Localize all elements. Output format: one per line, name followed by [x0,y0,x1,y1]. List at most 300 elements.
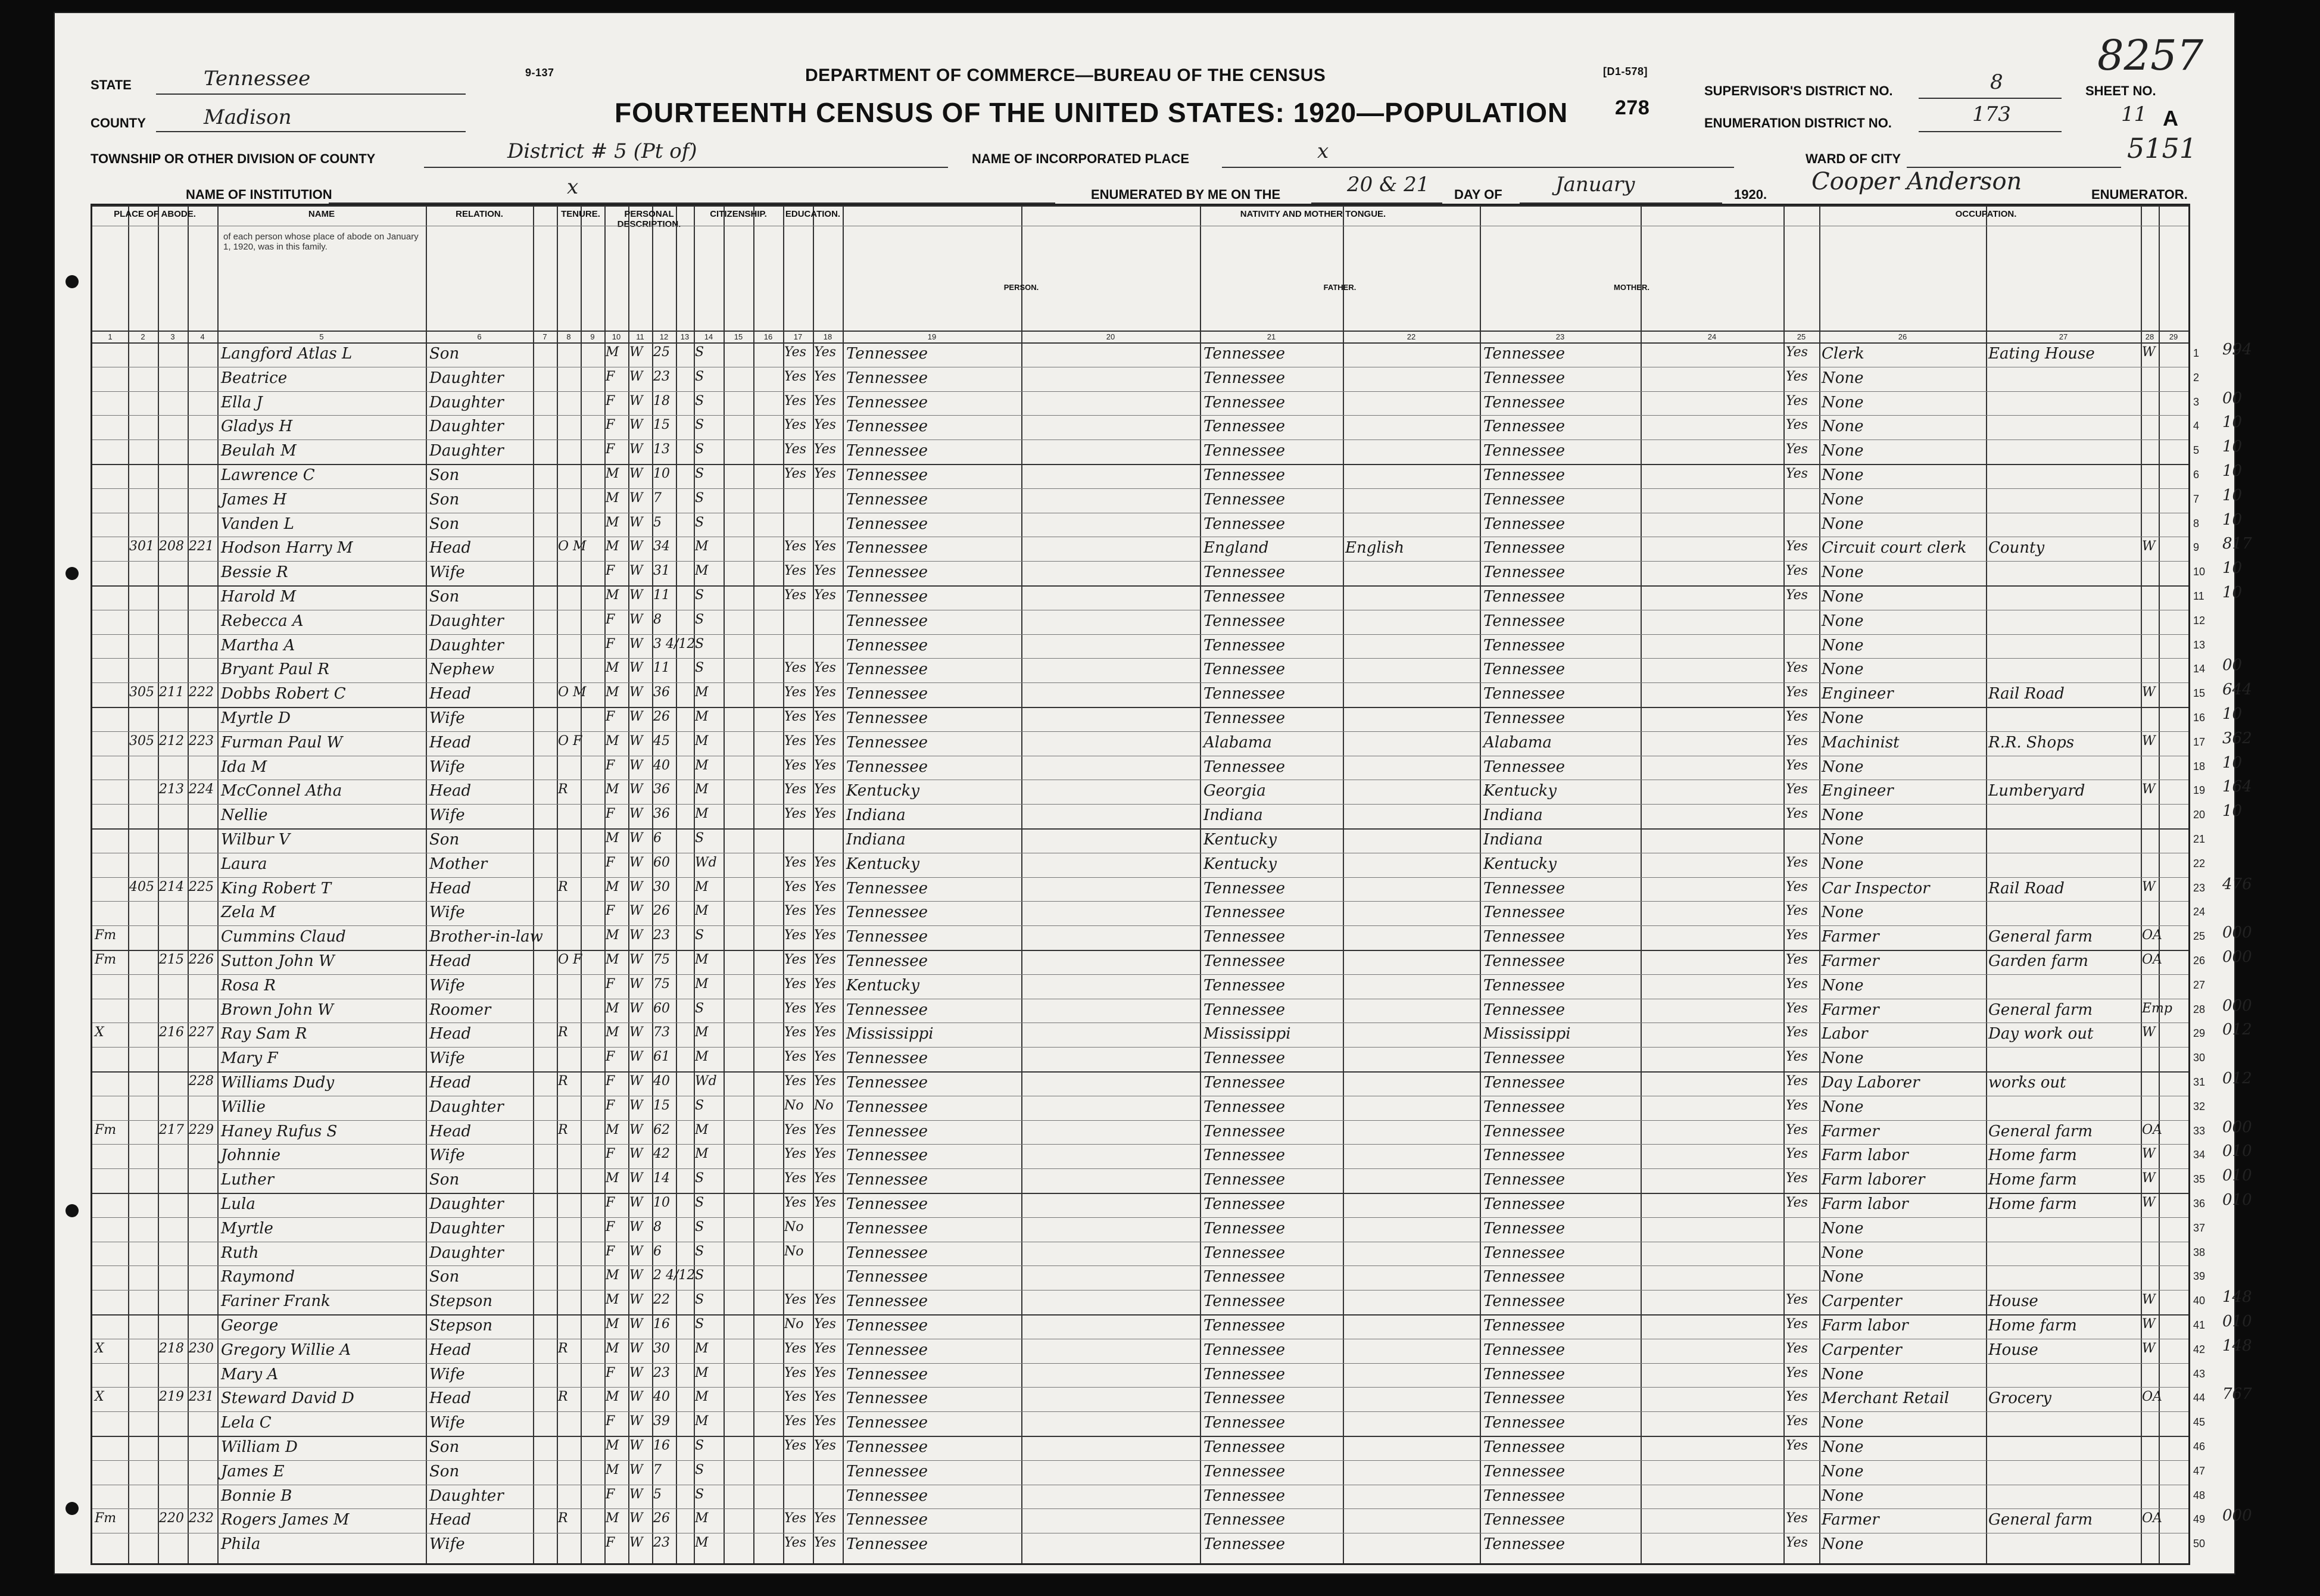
cell-occupation: None [1822,1414,1864,1432]
cell-sex: F [606,636,615,652]
cell-birthplace: Tennessee [846,490,928,509]
cell-occupation: None [1822,588,1864,606]
cell-marital: Wd [695,1074,717,1089]
cell-mother-birth: Tennessee [1483,1195,1566,1213]
cell-relation: Daughter [429,1219,504,1237]
cell-marital: S [695,1219,704,1235]
cell-family: 221 [189,539,214,554]
cell-age: 5 [653,1486,662,1502]
cell-english: Yes [1786,539,1808,554]
cell-industry: General farm [1988,1511,2093,1529]
cell-english: Yes [1786,709,1808,724]
cell-read: Yes [784,539,806,554]
cell-race: W [629,539,643,554]
cell-class: W [2142,539,2156,554]
cell-occupation: None [1822,515,1864,533]
cell-occupation: Farm labor [1822,1317,1909,1335]
cell-dwelling: 214 [159,879,184,894]
cell-marital: M [695,1146,709,1162]
cell-tenure: R [558,1341,568,1356]
cell-sex: M [606,1341,619,1356]
cell-mother-birth: Tennessee [1483,758,1566,776]
line-number: 28 [2193,1003,2206,1015]
cell-marital: S [695,636,704,652]
cell-relation: Son [429,1462,460,1480]
cell-marital: S [695,1462,704,1477]
cell-name: Furman Paul W [221,733,343,752]
cell-marital: M [695,563,709,579]
cell-father-birth: Tennessee [1203,709,1286,727]
enumerated-days: 20 & 21 [1347,173,1430,197]
cell-sex: M [606,588,619,603]
line-number: 4 [2193,420,2200,432]
cell-mother-birth: Tennessee [1483,903,1566,922]
cell-mother-birth: Tennessee [1483,928,1566,946]
cell-occupation: None [1822,442,1864,460]
cell-tenure: R [558,782,568,797]
sheet-letter: A [2163,106,2178,130]
cell-age: 18 [653,393,670,409]
cell-name: Gregory Willie A [221,1341,351,1359]
cell-relation: Head [429,539,472,557]
cell-english: Yes [1786,1098,1808,1113]
cell-mother-birth: Kentucky [1483,855,1557,873]
cell-english: Yes [1786,1292,1808,1308]
cell-father-birth: Tennessee [1203,588,1286,606]
cell-write: Yes [814,709,836,724]
cell-age: 7 [653,490,662,506]
margin-code: 010 [2222,1142,2252,1161]
line-number: 45 [2193,1416,2206,1429]
column-number: 8 [566,332,571,341]
line-number: 27 [2193,978,2206,991]
line-number: 33 [2193,1124,2206,1137]
cell-marital: S [695,1171,704,1186]
cell-birthplace: Tennessee [846,1389,928,1408]
cell-marital: S [695,1438,704,1453]
cell-read: Yes [784,1074,806,1089]
cell-write: No [814,1098,834,1113]
cell-father-birth: Tennessee [1203,1268,1286,1286]
cell-mother-birth: Tennessee [1483,1049,1566,1068]
cell-age: 23 [653,1365,670,1380]
cell-father-birth: Tennessee [1203,442,1286,460]
margin-code: 10 [2222,584,2243,601]
cell-birthplace: Tennessee [846,1365,928,1383]
cell-relation: Son [429,490,460,509]
column-number: 26 [1898,332,1907,341]
cell-occupation: Farm laborer [1822,1171,1925,1189]
cell-birthplace: Mississippi [846,1025,934,1043]
cell-marital: M [695,1511,709,1526]
cell-mother-birth: Tennessee [1483,1243,1566,1262]
cell-mother-birth: Indiana [1483,806,1543,825]
cell-relation: Son [429,345,460,363]
cell-family: 225 [189,879,214,894]
cell-read: Yes [784,588,806,603]
cell-age: 36 [653,685,670,700]
cell-write: Yes [814,782,836,797]
cell-industry: Day work out [1988,1025,2094,1043]
cell-write: Yes [814,1025,836,1040]
group-citizenship: CITIZENSHIP. [710,209,767,219]
department-heading: DEPARTMENT OF COMMERCE—BUREAU OF THE CENSUS [805,66,1326,85]
cell-father-birth: England [1203,539,1269,557]
cell-read: Yes [784,466,806,481]
cell-marital: S [695,660,704,676]
supervisor-district-label: SUPERVISOR'S DISTRICT NO. [1704,83,1893,98]
cell-read: Yes [784,1146,806,1162]
cell-industry: Garden farm [1988,952,2088,970]
group-occupation: OCCUPATION. [1955,209,2017,219]
cell-birthplace: Tennessee [846,1195,928,1213]
cell-street: X [95,1025,104,1040]
line-number: 49 [2193,1513,2206,1526]
cell-english: Yes [1786,1122,1808,1137]
cell-occupation: None [1822,636,1864,654]
line-number: 6 [2193,469,2200,481]
line-number: 24 [2193,906,2206,918]
margin-code: 000 [2222,996,2252,1015]
cell-name: Ray Sam R [221,1025,307,1043]
cell-birthplace: Tennessee [846,1171,928,1189]
cell-relation: Head [429,685,472,703]
cell-race: W [629,490,643,506]
cell-sex: M [606,928,619,943]
cell-father-birth: Tennessee [1203,903,1286,922]
cell-race: W [629,1535,643,1551]
cell-relation: Son [429,831,460,849]
cell-tenure: O F [558,733,582,749]
margin-code: 012 [2222,1070,2252,1087]
line-number: 26 [2193,955,2206,967]
cell-read: Yes [784,563,806,579]
form-number: 9-137 [525,67,554,79]
cell-read: Yes [784,1389,806,1405]
enumeration-district-value: 173 [1972,102,2011,126]
cell-mother-birth: Tennessee [1483,1389,1566,1408]
cell-read: Yes [784,345,806,360]
cell-street: Fm [95,952,117,967]
cell-read: Yes [784,1511,806,1526]
cell-father-birth: Tennessee [1203,393,1286,412]
month-value: January [1555,173,1635,197]
cell-english: Yes [1786,1389,1808,1405]
cell-mother-birth: Tennessee [1483,1219,1566,1237]
cell-industry: County [1988,539,2045,557]
cell-industry: Grocery [1988,1389,2051,1408]
cell-age: 62 [653,1122,670,1137]
line-number: 12 [2193,614,2206,626]
cell-class: OA [2142,1511,2162,1526]
cell-mother-birth: Tennessee [1483,345,1566,363]
cell-relation: Nephew [429,660,495,679]
margin-code: 000 [2222,1507,2252,1525]
line-number: 47 [2193,1464,2206,1477]
cell-name: Luther [221,1171,275,1189]
line-number: 11 [2193,590,2204,602]
margin-code: 10 [2222,510,2243,529]
cell-read: Yes [784,903,806,919]
cell-industry: Home farm [1988,1171,2077,1189]
cell-birthplace: Tennessee [846,1243,928,1262]
cell-name: King Robert T [221,879,332,897]
cell-mother-birth: Tennessee [1483,1365,1566,1383]
cell-family: 228 [189,1074,214,1089]
cell-mother-birth: Tennessee [1483,1414,1566,1432]
cell-read: Yes [784,1341,806,1356]
cell-mother-birth: Tennessee [1483,369,1566,387]
cell-english: Yes [1786,417,1808,433]
township-label: TOWNSHIP OR OTHER DIVISION OF COUNTY [91,151,376,166]
cell-birthplace: Kentucky [846,782,920,800]
cell-dwelling: 218 [159,1341,184,1356]
cell-race: W [629,417,643,433]
cell-write: Yes [814,588,836,603]
cell-sex: F [606,563,615,579]
cell-name: Phila [221,1535,261,1554]
institution-value: x [567,175,579,199]
enumerated-label: ENUMERATED BY ME ON THE [1091,187,1281,202]
group-personal-description: PERSONAL DESCRIPTION. [617,209,681,229]
cell-class: W [2142,345,2156,360]
cell-name: Nellie [221,806,268,825]
cell-family: 224 [189,782,214,797]
cell-class: OA [2142,928,2162,943]
cell-birthplace: Tennessee [846,636,928,654]
cell-occupation: None [1822,417,1864,436]
column-number: 3 [170,332,175,341]
cell-occupation: None [1822,1486,1864,1505]
cell-read: Yes [784,442,806,457]
cell-father-birth: Tennessee [1203,490,1286,509]
corner-number: 8257 [2097,31,2204,80]
cell-name: McConnel Atha [221,782,342,800]
cell-father-tongue: English [1345,539,1405,557]
cell-occupation: Carpenter [1822,1292,1902,1311]
cell-birthplace: Tennessee [846,1317,928,1335]
cell-sex: F [606,1049,615,1065]
cell-dwelling: 211 [159,685,184,700]
margin-code: 10 [2222,559,2243,578]
cell-race: W [629,1389,643,1405]
cell-occupation: Day Laborer [1822,1074,1920,1092]
ward-of-city-label: WARD OF CITY [1806,151,1901,166]
cell-relation: Daughter [429,612,504,630]
cell-relation: Wife [429,1049,465,1068]
cell-mother-birth: Tennessee [1483,1462,1566,1480]
cell-sex: F [606,1243,615,1259]
cell-sex: M [606,952,619,967]
cell-birthplace: Indiana [846,831,906,849]
cell-mother-birth: Tennessee [1483,660,1566,679]
cell-relation: Brother-in-law [429,928,543,946]
line-number: 44 [2193,1392,2206,1404]
cell-sex: M [606,1000,619,1016]
cell-mother-birth: Tennessee [1483,1074,1566,1092]
cell-mother-birth: Tennessee [1483,1438,1566,1456]
cell-sex: F [606,393,615,409]
cell-english: Yes [1786,588,1808,603]
cell-birthplace: Tennessee [846,1146,928,1165]
line-number: 16 [2193,712,2206,724]
cell-age: 36 [653,782,670,797]
cell-age: 6 [653,831,662,846]
cell-occupation: None [1822,758,1864,776]
cell-relation: Wife [429,806,465,825]
line-number: 31 [2193,1076,2206,1088]
cell-sex: M [606,782,619,797]
cell-sex: M [606,685,619,700]
cell-family: 226 [189,952,214,967]
cell-class: W [2142,1146,2156,1162]
cell-name: Brown John W [221,1000,334,1019]
column-number: 27 [2059,332,2068,341]
cell-mother-birth: Tennessee [1483,952,1566,970]
column-number: 13 [680,332,690,341]
cell-birthplace: Tennessee [846,1414,928,1432]
cell-write: Yes [814,855,836,870]
cell-relation: Head [429,782,472,800]
cell-tenure: R [558,1511,568,1526]
cell-name: Laura [221,855,267,873]
cell-father-birth: Mississippi [1203,1025,1291,1043]
cell-birthplace: Tennessee [846,879,928,897]
cell-english: Yes [1786,1341,1808,1356]
line-number: 48 [2193,1489,2206,1501]
cell-race: W [629,442,643,457]
cell-read: Yes [784,952,806,967]
margin-code: 10 [2222,705,2243,723]
cell-age: 25 [653,345,670,360]
cell-read: No [784,1317,804,1332]
margin-code: 000 [2222,1118,2252,1136]
margin-code: 10 [2222,438,2243,456]
cell-father-birth: Tennessee [1203,1292,1286,1311]
cell-write: Yes [814,369,836,384]
cell-race: W [629,831,643,846]
column-number: 12 [659,332,669,341]
column-number: 29 [2169,332,2178,341]
cell-mother-birth: Tennessee [1483,563,1566,582]
cell-age: 30 [653,1341,670,1356]
subgroup-mother: MOTHER. [1614,283,1649,292]
cell-father-birth: Tennessee [1203,369,1286,387]
column-number: 21 [1267,332,1276,341]
cell-relation: Head [429,1389,472,1408]
cell-write: Yes [814,1195,836,1210]
cell-english: Yes [1786,879,1808,894]
cell-write: Yes [814,903,836,919]
cell-industry: Home farm [1988,1146,2077,1165]
cell-relation: Head [429,733,472,752]
cell-birthplace: Indiana [846,806,906,825]
cell-read: Yes [784,1535,806,1551]
cell-age: 26 [653,1511,670,1526]
cell-race: W [629,1049,643,1065]
cell-write: Yes [814,1146,836,1162]
cell-tenure: O M [558,539,587,554]
margin-code: 148 [2222,1288,2252,1307]
cell-occupation: None [1822,976,1864,995]
cell-class: W [2142,782,2156,797]
cell-industry: works out [1988,1074,2066,1092]
cell-sex: F [606,758,615,773]
cell-read: Yes [784,1292,806,1308]
line-number: 23 [2193,881,2206,894]
cell-occupation: Machinist [1822,733,1900,752]
cell-relation: Son [429,515,460,533]
cell-father-birth: Tennessee [1203,952,1286,970]
cell-name: Myrtle [221,1219,273,1237]
cell-sex: F [606,709,615,724]
cell-marital: M [695,1049,709,1065]
cell-sex: M [606,660,619,676]
cell-father-birth: Tennessee [1203,1171,1286,1189]
day-of-label: DAY OF [1454,187,1502,202]
cell-class: W [2142,1341,2156,1356]
cell-age: 14 [653,1171,670,1186]
cell-english: Yes [1786,1195,1808,1210]
cell-write: Yes [814,417,836,433]
cell-age: 75 [653,952,670,967]
cell-birthplace: Tennessee [846,1074,928,1092]
cell-house: 305 [129,685,154,700]
cell-sex: F [606,1146,615,1162]
cell-sex: M [606,515,619,530]
punch-hole [66,1204,79,1217]
cell-mother-birth: Tennessee [1483,879,1566,897]
line-number: 38 [2193,1246,2206,1258]
cell-mother-birth: Tennessee [1483,1292,1566,1311]
cell-dwelling: 213 [159,782,184,797]
margin-code: 817 [2222,535,2252,553]
cell-english: Yes [1786,1025,1808,1040]
cell-race: W [629,879,643,894]
cell-age: 5 [653,515,662,530]
cell-family: 227 [189,1025,214,1040]
cell-occupation: None [1822,1535,1864,1554]
cell-write: Yes [814,1292,836,1308]
cell-english: Yes [1786,928,1808,943]
cell-birthplace: Tennessee [846,442,928,460]
cell-relation: Daughter [429,1243,504,1262]
cell-name: Mary A [221,1365,279,1383]
cell-class: W [2142,879,2156,894]
cell-father-birth: Tennessee [1203,1243,1286,1262]
cell-age: 11 [653,588,670,603]
cell-english: Yes [1786,733,1808,749]
cell-write: Yes [814,1074,836,1089]
cell-mother-birth: Tennessee [1483,466,1566,484]
margin-code: 10 [2222,462,2243,480]
cell-father-birth: Tennessee [1203,1074,1286,1092]
cell-birthplace: Tennessee [846,588,928,606]
corner-number-2: 5151 [2127,132,2197,164]
cell-relation: Head [429,1122,472,1140]
cell-sex: M [606,1438,619,1453]
cell-write: Yes [814,393,836,409]
cell-english: Yes [1786,758,1808,773]
cell-name: Martha A [221,636,295,654]
cell-age: 15 [653,417,670,433]
cell-father-birth: Tennessee [1203,660,1286,679]
cell-age: 73 [653,1025,670,1040]
cell-mother-birth: Tennessee [1483,1122,1566,1140]
line-number: 3 [2193,395,2200,408]
margin-code: 010 [2222,1167,2252,1185]
cell-father-birth: Tennessee [1203,1486,1286,1505]
